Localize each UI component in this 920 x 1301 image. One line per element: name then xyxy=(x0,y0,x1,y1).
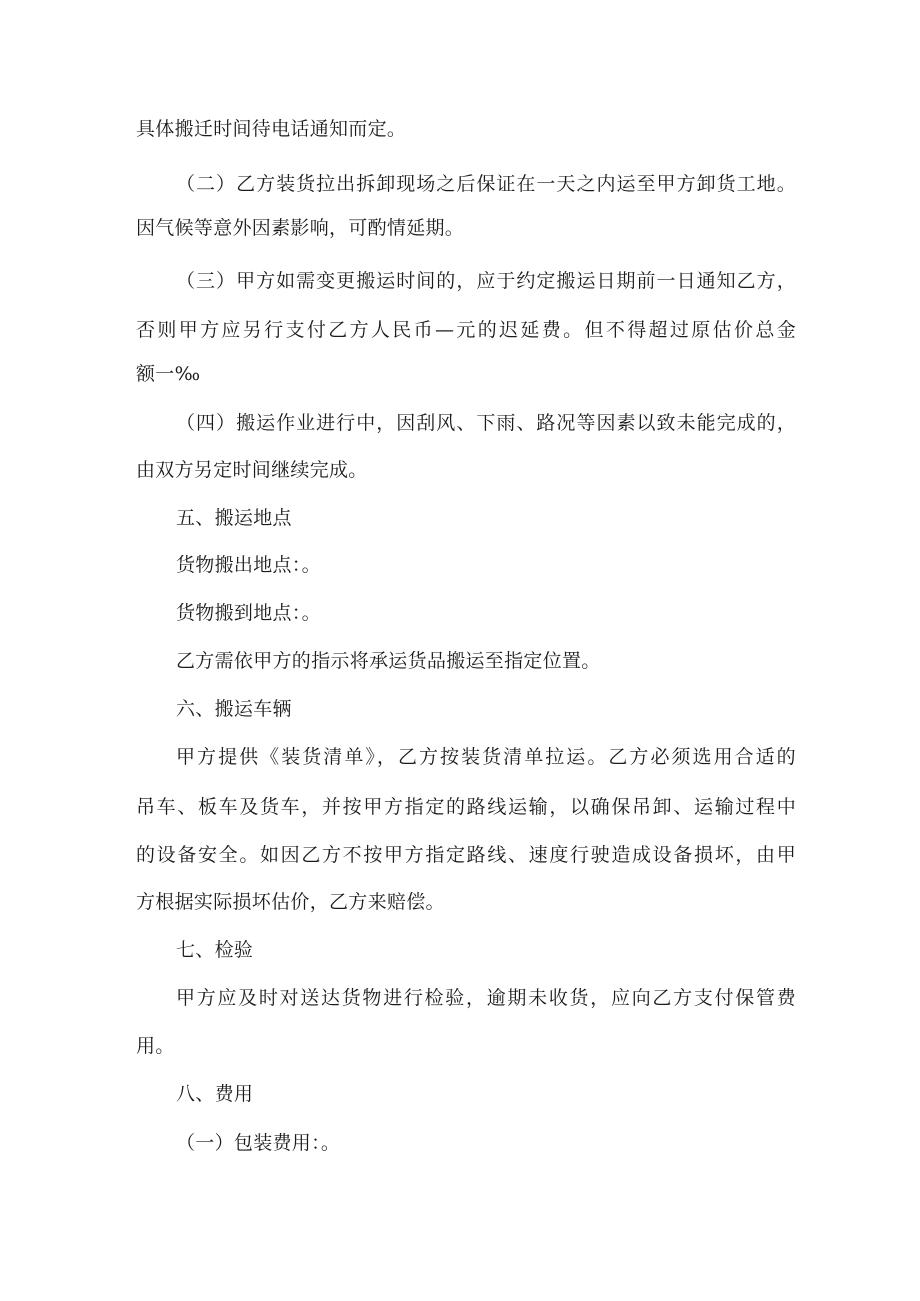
section-heading: 八、费用 xyxy=(176,1083,254,1105)
section-heading: 五、搬运地点 xyxy=(176,507,292,529)
text-line: （一）包装费用：。 xyxy=(176,1132,341,1154)
text-line: 由双方另定时间继续完成。 xyxy=(136,459,368,481)
text-line: 额一‰ xyxy=(136,363,201,385)
text-line: 货物搬出地点：。 xyxy=(176,554,321,576)
text-line: 具体搬迁时间待电话通知而定。 xyxy=(136,118,407,140)
text-line: 乙方需依甲方的指示将承运货品搬运至指定位置。 xyxy=(176,650,601,672)
text-line: 因气候等意外因素影响，可酌情延期。 xyxy=(136,217,465,239)
text-line: 方根据实际损坏估价，乙方来赔偿。 xyxy=(136,891,445,913)
text-line: 用。 xyxy=(136,1035,175,1057)
text-line: （二）乙方装货拉出拆卸现场之后保证在一天之内运至甲方卸货工地。 xyxy=(176,173,796,195)
text-line: 甲方提供《装货清单》，乙方按装货清单拉运。乙方必须选用合适的 xyxy=(176,746,796,768)
section-heading: 七、检验 xyxy=(176,939,254,961)
text-line: 否则甲方应另行支付乙方人民币—元的迟延费。但不得超过原估价总金 xyxy=(136,319,796,341)
text-line: （三）甲方如需变更搬运时间的，应于约定搬运日期前一日通知乙方， xyxy=(176,270,796,292)
text-line: （四）搬运作业进行中，因刮风、下雨、路况等因素以致未能完成的， xyxy=(176,412,796,434)
text-line: 吊车、板车及货车，并按甲方指定的路线运输，以确保吊卸、运输过程中 xyxy=(136,796,796,818)
section-heading: 六、搬运车辆 xyxy=(176,698,292,720)
text-line: 甲方应及时对送达货物进行检验，逾期未收货，应向乙方支付保管费 xyxy=(176,987,796,1009)
text-line: 货物搬到地点：。 xyxy=(176,602,321,624)
text-line: 的设备安全。如因乙方不按甲方指定路线、速度行驶造成设备损坏，由甲 xyxy=(136,844,796,866)
